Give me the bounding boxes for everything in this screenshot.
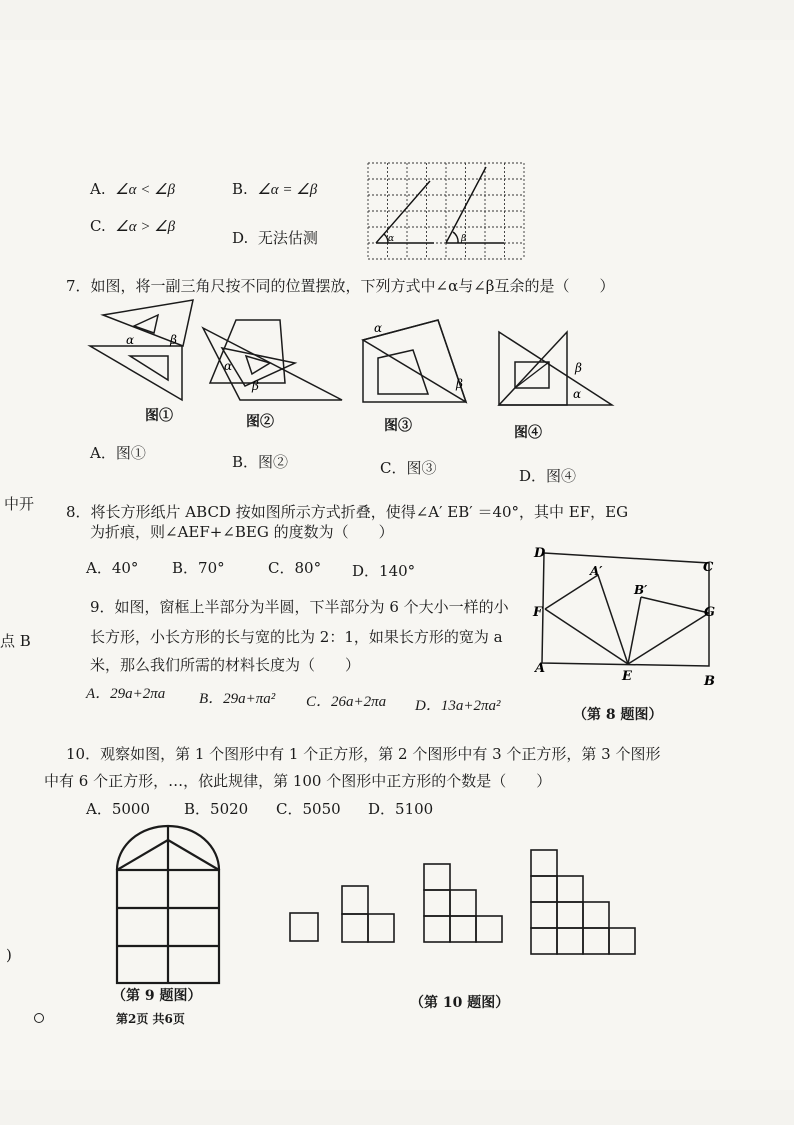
svg-text:B: B bbox=[704, 674, 715, 689]
q6-option-b: B. ∠α = ∠β bbox=[232, 180, 318, 198]
q9-line-2: 长方形，小长方形的长与宽的比为 2：1，如果长方形的宽为 a bbox=[90, 628, 503, 646]
q6-option-d: D. 无法估测 bbox=[232, 229, 318, 247]
q10-option-c: C．5050 bbox=[276, 800, 341, 818]
svg-text:A′: A′ bbox=[590, 564, 603, 578]
q10-line-2: 中有 6 个正方形，…，依此规律，第 100 个图形中正方形的个数是（ ） bbox=[44, 772, 552, 790]
q7-figure-1-label: 图① bbox=[145, 408, 173, 424]
svg-text:A: A bbox=[535, 661, 546, 676]
page-number: 第2页 共6页 bbox=[116, 1012, 185, 1026]
margin-fragment-3: ) bbox=[6, 946, 12, 964]
q7-figure-1 bbox=[88, 300, 198, 405]
q7-option-d: D．图④ bbox=[519, 467, 577, 485]
svg-text:E: E bbox=[622, 669, 632, 684]
svg-text:β: β bbox=[575, 361, 582, 375]
q9-caption: （第 9 题图） bbox=[112, 988, 202, 1004]
margin-fragment-1: 中开 bbox=[4, 495, 35, 513]
q7-figure-2 bbox=[200, 318, 345, 408]
svg-text:F: F bbox=[533, 605, 543, 620]
margin-fragment-2: 点 B bbox=[0, 632, 31, 650]
q8-option-a: A．40° bbox=[86, 559, 139, 577]
q9-option-d: D．13a+2πa² bbox=[415, 698, 501, 714]
q6-option-c: C. ∠α > ∠β bbox=[90, 217, 176, 235]
q8-option-d: D．140° bbox=[352, 562, 416, 580]
q8-option-b: B．70° bbox=[172, 559, 225, 577]
q8-rectangle-fold-figure bbox=[533, 545, 723, 690]
q9-option-c: C．26a+2πa bbox=[306, 694, 387, 710]
q9-window-figure bbox=[113, 826, 223, 986]
svg-text:β: β bbox=[170, 333, 177, 347]
q7-figure-3-label: 图③ bbox=[384, 418, 412, 434]
q7-figure-3 bbox=[358, 310, 468, 410]
q6-grid-figure bbox=[368, 163, 524, 261]
q7-stem: 7．如图，将一副三角尺按不同的位置摆放，下列方式中∠α与∠β互余的是（ ） bbox=[66, 277, 615, 295]
svg-text:α: α bbox=[374, 321, 383, 335]
q10-squares-figure bbox=[288, 850, 640, 958]
q7-option-b: B．图② bbox=[232, 453, 289, 471]
q7-figure-4 bbox=[497, 330, 615, 410]
q8-option-c: C．80° bbox=[268, 559, 322, 577]
svg-text:β: β bbox=[456, 377, 463, 391]
svg-text:α: α bbox=[388, 234, 395, 244]
svg-text:β: β bbox=[252, 379, 259, 393]
q10-option-d: D．5100 bbox=[368, 800, 434, 818]
q8-caption: （第 8 题图） bbox=[573, 707, 663, 723]
q10-line-1: 10．观察如图，第 1 个图形中有 1 个正方形，第 2 个图形中有 3 个正方形，第 3 个图形 bbox=[66, 745, 661, 763]
svg-text:G: G bbox=[704, 605, 716, 620]
svg-text:C: C bbox=[703, 560, 714, 575]
q9-line-1: 9．如图，窗框上半部分为半圆，下半部分为 6 个大小一样的小 bbox=[90, 598, 509, 616]
svg-text:α: α bbox=[224, 359, 233, 373]
svg-text:α: α bbox=[573, 387, 582, 401]
q7-figure-2-label: 图② bbox=[246, 414, 274, 430]
q10-option-a: A．5000 bbox=[86, 800, 151, 818]
q9-line-3: 米，那么我们所需的材料长度为（ ） bbox=[90, 656, 361, 674]
q8-line-1: 8．将长方形纸片 ABCD 按如图所示方式折叠，使得∠A′ EB′ ＝40°，其中 EF，EG bbox=[66, 503, 629, 521]
svg-text:D: D bbox=[534, 546, 546, 561]
q7-option-a: A．图① bbox=[90, 444, 146, 462]
q9-option-a: A．29a+2πa bbox=[86, 686, 166, 702]
q10-caption: （第 10 题图） bbox=[410, 995, 510, 1011]
q6-option-a: A. ∠α < ∠β bbox=[90, 180, 176, 198]
svg-text:α: α bbox=[126, 333, 135, 347]
q7-option-c: C．图③ bbox=[380, 459, 437, 477]
svg-text:β: β bbox=[461, 234, 467, 244]
q9-option-b: B．29a+πa² bbox=[199, 691, 276, 707]
q10-option-b: B．5020 bbox=[184, 800, 249, 818]
svg-text:B′: B′ bbox=[634, 583, 648, 597]
q8-line-2: 为折痕，则∠AEF+∠BEG 的度数为（ ） bbox=[90, 523, 394, 541]
footer-circle-mark bbox=[34, 1013, 44, 1023]
q7-figure-4-label: 图④ bbox=[514, 425, 542, 441]
